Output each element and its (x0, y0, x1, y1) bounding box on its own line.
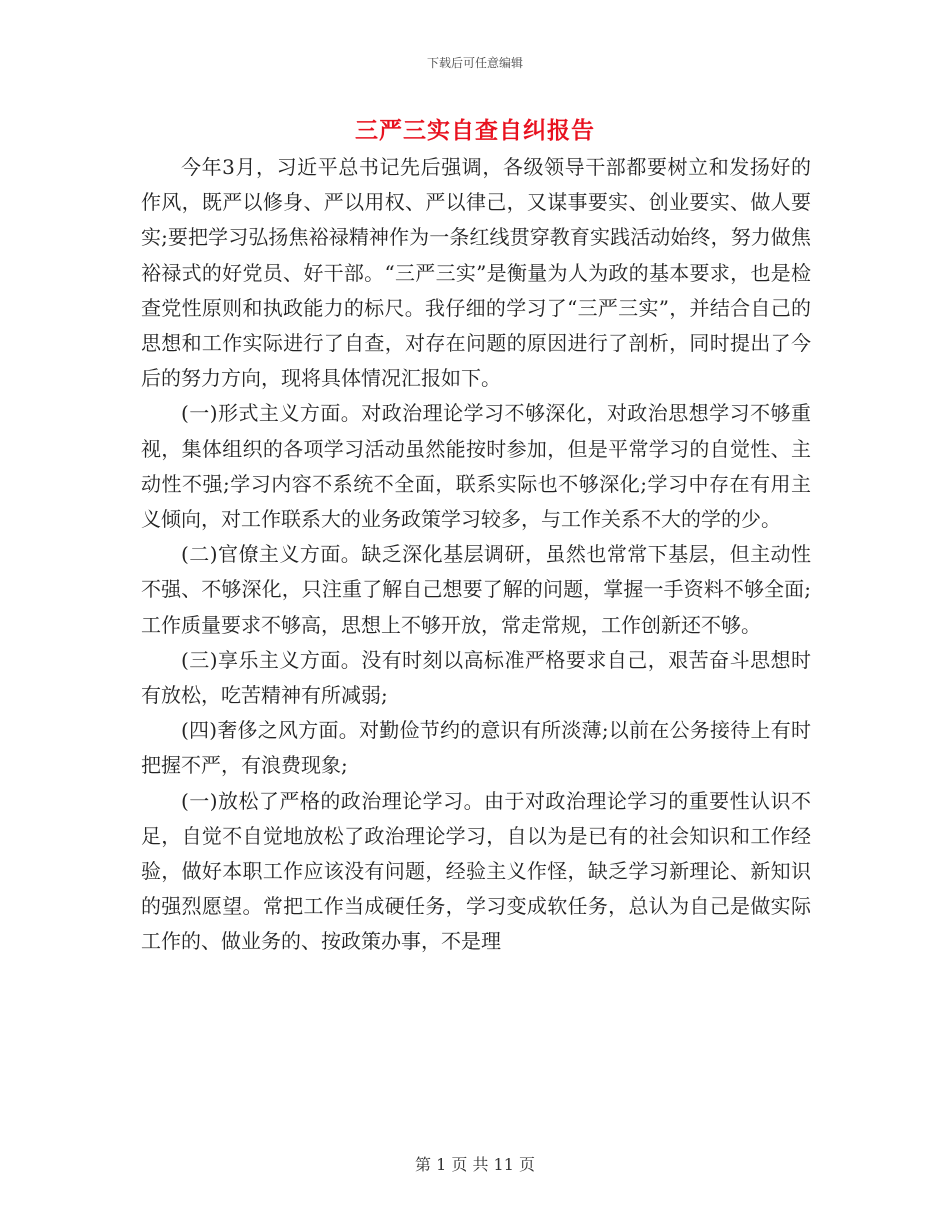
paragraph-theory-study: (一)放松了严格的政治理论学习。由于对政治理论学习的重要性认识不足，自觉不自觉地放松了政治理论学习，自以为是已有的社会知识和工作经验，做好本职工作应该没有问题，经验主义作怪，缺乏学习新理论、新知识的强烈愿望。常把工作当成硬任务，学习变成软任务，总认为自己是做实际工作的、做业务的、按政策办事，不是理 (141, 788, 811, 954)
header-note: 下载后可任意编辑 (426, 56, 523, 70)
paragraph-intro: 今年3月，习近平总书记先后强调，各级领导干部都要树立和发扬好的作风，既严以修身、严以用权、严以律己，又谋事要实、创业要实、做人要实;要把学习弘扬焦裕禄精神作为一条红线贯穿教育实践活动始终，努力做焦裕禄式的好党员、好干部。“三严三实”是衡量为人为政的基本要求，也是检查党性原则和执政能力的标尺。我仔细的学习了“三严三实”，并结合自己的思想和工作实际进行了自查，对存在问题的原因进行了剖析，同时提出了今后的努力方向，现将具体情况汇报如下。 (141, 155, 811, 391)
paragraph-formalism: (一)形式主义方面。对政治理论学习不够深化，对政治思想学习不够重视，集体组织的各项学习活动虽然能按时参加，但是平常学习的自觉性、主动性不强;学习内容不系统不全面，联系实际也不够深化;学习中存在有用主义倾向，对工作联系大的业务政策学习较多，与工作关系不大的学的少。 (141, 401, 811, 532)
document-title: 三严三实自查自纠报告 (355, 118, 595, 144)
page-number: 第 1 页 共 11 页 (415, 1155, 535, 1174)
paragraph-extravagance: (四)奢侈之风方面。对勤俭节约的意识有所淡薄;以前在公务接待上有时把握不严，有浪费现象; (141, 718, 811, 778)
paragraph-bureaucratism: (二)官僚主义方面。缺乏深化基层调研，虽然也常常下基层，但主动性不强、不够深化，只注重了解自己想要了解的问题，掌握一手资料不够全面;工作质量要求不够高，思想上不够开放，常走常规，工作创新还不够。 (141, 542, 811, 637)
paragraph-hedonism: (三)享乐主义方面。没有时刻以高标准严格要求自己，艰苦奋斗思想时有放松，吃苦精神有所减弱; (141, 647, 811, 708)
document-body (141, 150, 811, 960)
